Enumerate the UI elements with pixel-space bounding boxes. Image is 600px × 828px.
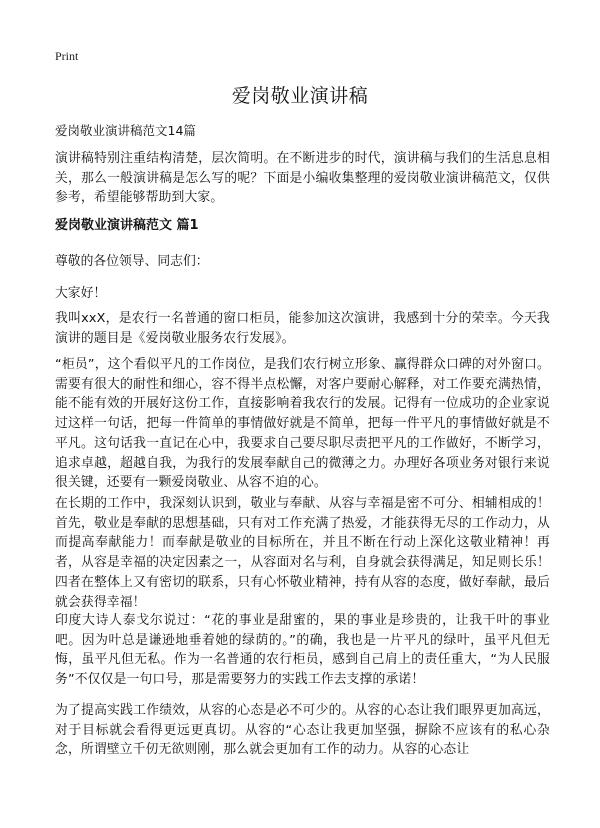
section-heading: 爱岗敬业演讲稿范文 篇1 [55,218,199,233]
body-paragraph-5: 为了提高实践工作绩效，从容的心态是必不可少的。从容的心态让我们眼界更加高远，对于目标就会看得更远更真切。从容的“心态让我更加坚强，摒除不应该有的私心杂念，所谓壁立千仞无欲则刚，那么就会更加有工作的动力。从容的心态让 [55,703,550,758]
body-paragraph-2: “柜员”，这个看似平凡的工作岗位，是我们农行树立形象、赢得群众口碑的对外窗口。需要有很大的耐性和细心，容不得半点松懈，对客户要耐心解释，对工作要充满热情，能不能有效的开展好这份工作，直接影响着我农行的发展。记得有一位成功的企业家说过这样一句话，把每一件简单的事情做好就是不简单，把每一件平凡的事情做好就是不平凡。这句话我一直记在心中，我要求自己要尽职尽责把平凡的工作做好，不断学习，追求卓越，超越自我，为我行的发展奉献自己的微薄之力。办理好各项业务对银行来说很关键，还要有一颗爱岗敬业、从容不迫的心。 [55,357,550,491]
body-paragraph-4: 印度大诗人泰戈尔说过：“花的事业是甜蜜的，果的事业是珍贵的，让我干叶的事业吧。因为叶总是谦逊地垂着她的绿荫的。”的确，我也是一片平凡的绿叶，虽平凡但无悔，虽平凡但无私。作为一名普通的农行柜员，感到自己肩上的责任重大，“为人民服务”不仅仅是一句口号，那是需要努力的实践工作去支撑的承诺！ [55,613,550,688]
document-title: 爱岗敬业演讲稿 [231,85,369,107]
intro-paragraph: 演讲稿特别注重结构清楚，层次简明。在不断进步的时代，演讲稿与我们的生活息息相关，那么一般演讲稿是怎么写的呢？下面是小编收集整理的爱岗敬业演讲稿范文，仅供参考，希望能够帮助到大家。 [55,151,550,206]
greeting-line: 尊敬的各位领导、同志们： [55,254,209,269]
document-subtitle: 爱岗敬业演讲稿范文14篇 [55,123,196,138]
print-label: Print [55,49,79,63]
body-paragraph-1: 我叫xxX，是农行一名普通的窗口柜员，能参加这次演讲，我感到十分的荣幸。今天我演讲的题目是《爱岗敬业服务农行发展》。 [55,311,550,346]
body-paragraph-3: 在长期的工作中，我深刻认识到，敬业与奉献、从容与幸福是密不可分、相辅相成的！首先，敬业是奉献的思想基础，只有对工作充满了热爱，才能获得无尽的工作动力，从而提高奉献能力！而奉献是敬业的目标所在，并且不断在行动上深化这敬业精神！再者，从容是幸福的决定因素之一，从容面对名与利，自身就会获得满足，知足则长乐！四者在整体上又有密切的联系，只有心怀敬业精神，持有从容的态度，做好奉献，最后就会获得幸福！ [55,496,550,610]
salutation-line: 大家好！ [55,286,107,301]
